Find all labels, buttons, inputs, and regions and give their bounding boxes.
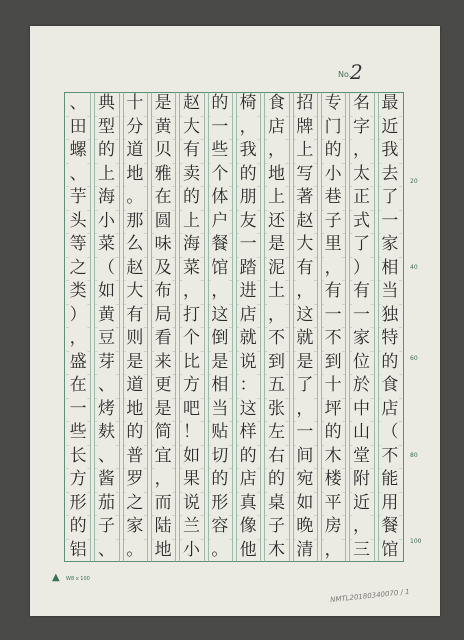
page-number-label: No. bbox=[338, 70, 352, 79]
margin-number: 80 bbox=[410, 452, 418, 459]
margin-number: 60 bbox=[410, 355, 418, 362]
manuscript-column: 招 牌 上 写 著 赵 大 有 ， 这 就 是 了 ， 一 间 宛 如 晚 清 bbox=[296, 93, 314, 560]
manuscript-column: 食 店 ， 地 上 还 是 泥 土 ， 不 到 五 张 左 右 的 桌 子 木 bbox=[268, 93, 285, 560]
margin-number: 100 bbox=[410, 538, 422, 545]
manuscript-column: 典 型 的 上 海 小 菜 （ 如 黄 豆 芽 、 烤 麸 、 酱 茄 子 、 bbox=[98, 93, 115, 560]
manuscript-column: 最 近 我 去 了 一 家 相 当 独 特 的 食 店 （ 不 能 用 餐 馆 bbox=[381, 93, 399, 560]
manuscript-column: 椅 ， 我 的 朋 友 一 踏 进 店 就 说 ： 这 样 的 店 真 像 他 bbox=[239, 93, 257, 560]
manuscript-column: 名 字 ， 太 正 式 了 ） 有 一 家 位 於 中 山 堂 附 近 ， 三 bbox=[353, 93, 370, 560]
paper-spec: W8 x 100 bbox=[66, 576, 90, 582]
page-number: 2 bbox=[350, 60, 363, 84]
manuscript-column: 赵 大 有 卖 的 上 海 菜 ， 打 个 比 方 吧 ！ 如 果 说 兰 小 bbox=[183, 93, 200, 560]
manuscript-column: 、 田 螺 、 芋 头 等 之 类 ） ， 盛 在 一 些 长 方 形 的 铝 bbox=[69, 93, 87, 560]
manuscript-column: 的 一 些 个 体 户 餐 馆 ， 这 倒 是 相 当 贴 切 的 形 容 。 bbox=[211, 93, 229, 560]
margin-number: 20 bbox=[410, 178, 418, 185]
manuscript-column: 十 分 道 地 。 那 么 赵 大 有 则 是 道 地 的 普 罗 之 家 。 bbox=[126, 93, 144, 560]
manuscript-column: 专 门 的 小 巷 子 里 ， 有 一 不 到 十 坪 的 木 楼 平 房 ， bbox=[324, 93, 342, 560]
margin-number: 40 bbox=[410, 264, 418, 271]
publisher-logo-icon: ▲ bbox=[52, 572, 60, 583]
manuscript-grid bbox=[64, 92, 404, 562]
archive-id: NMTL20180340070 / 1 bbox=[329, 587, 410, 605]
manuscript-column: 是 黄 贝 雅 在 圆 味 及 布 局 看 来 更 是 简 宜 ， 而 陆 地 bbox=[154, 93, 172, 560]
